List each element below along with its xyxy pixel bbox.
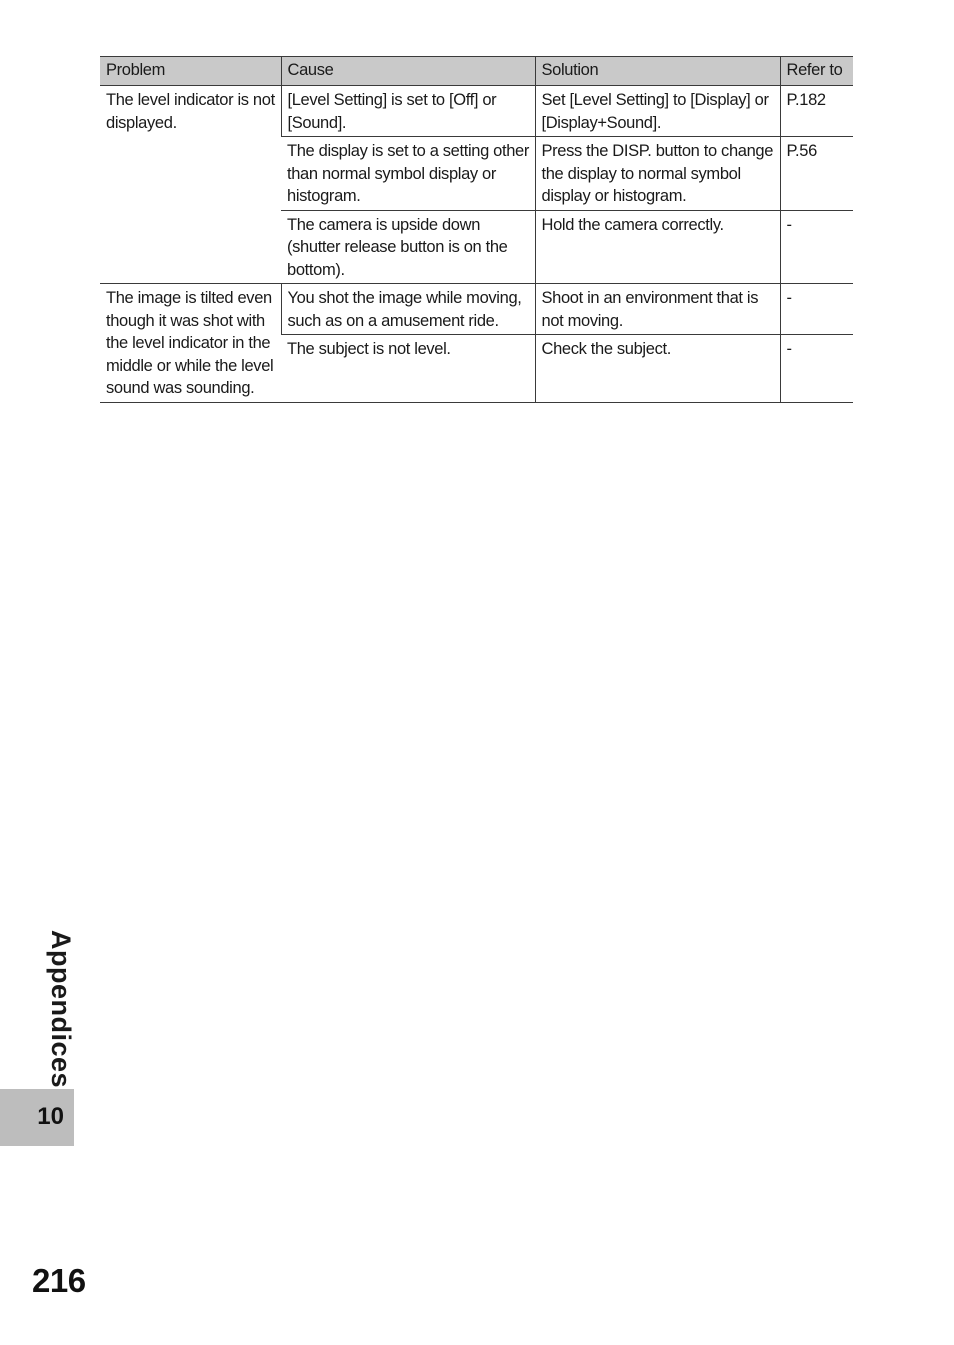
header-cause: Cause [281, 57, 535, 86]
section-side-label [36, 930, 76, 1089]
cause-cell: The subject is not level. [281, 335, 535, 402]
refer-cell: P.56 [780, 137, 853, 211]
problem-cell: The level indicator is not displayed. [100, 86, 281, 284]
troubleshooting-table [100, 56, 853, 403]
cause-cell: [Level Setting] is set to [Off] or [Sound]. [281, 86, 535, 137]
refer-cell: - [780, 335, 853, 402]
refer-cell: P.182 [780, 86, 853, 137]
chapter-number: 10 [37, 1103, 64, 1130]
header-refer-to: Refer to [780, 57, 853, 86]
solution-cell: Check the subject. [535, 335, 780, 402]
refer-cell: - [780, 284, 853, 335]
section-title: Appendices [46, 930, 76, 1089]
solution-cell: Shoot in an environment that is not moving. [535, 284, 780, 335]
chapter-tab [0, 1089, 74, 1146]
table-row [100, 284, 853, 335]
refer-cell: - [780, 210, 853, 284]
table-header-row [100, 57, 853, 86]
header-solution: Solution [535, 57, 780, 86]
cause-cell: The display is set to a setting other than normal symbol display or histogram. [281, 137, 535, 211]
solution-cell: Press the DISP. button to change the display to normal symbol display or histogram. [535, 137, 780, 211]
solution-cell: Set [Level Setting] to [Display] or [Display+Sound]. [535, 86, 780, 137]
cause-cell: The camera is upside down (shutter release button is on the bottom). [281, 210, 535, 284]
solution-cell: Hold the camera correctly. [535, 210, 780, 284]
table-row [100, 86, 853, 137]
problem-cell: The image is tilted even though it was shot with the level indicator in the middle or while the level sound was sounding. [100, 284, 281, 403]
header-problem: Problem [100, 57, 281, 86]
cause-cell: You shot the image while moving, such as on a amusement ride. [281, 284, 535, 335]
page-number: 216 [32, 1262, 86, 1299]
